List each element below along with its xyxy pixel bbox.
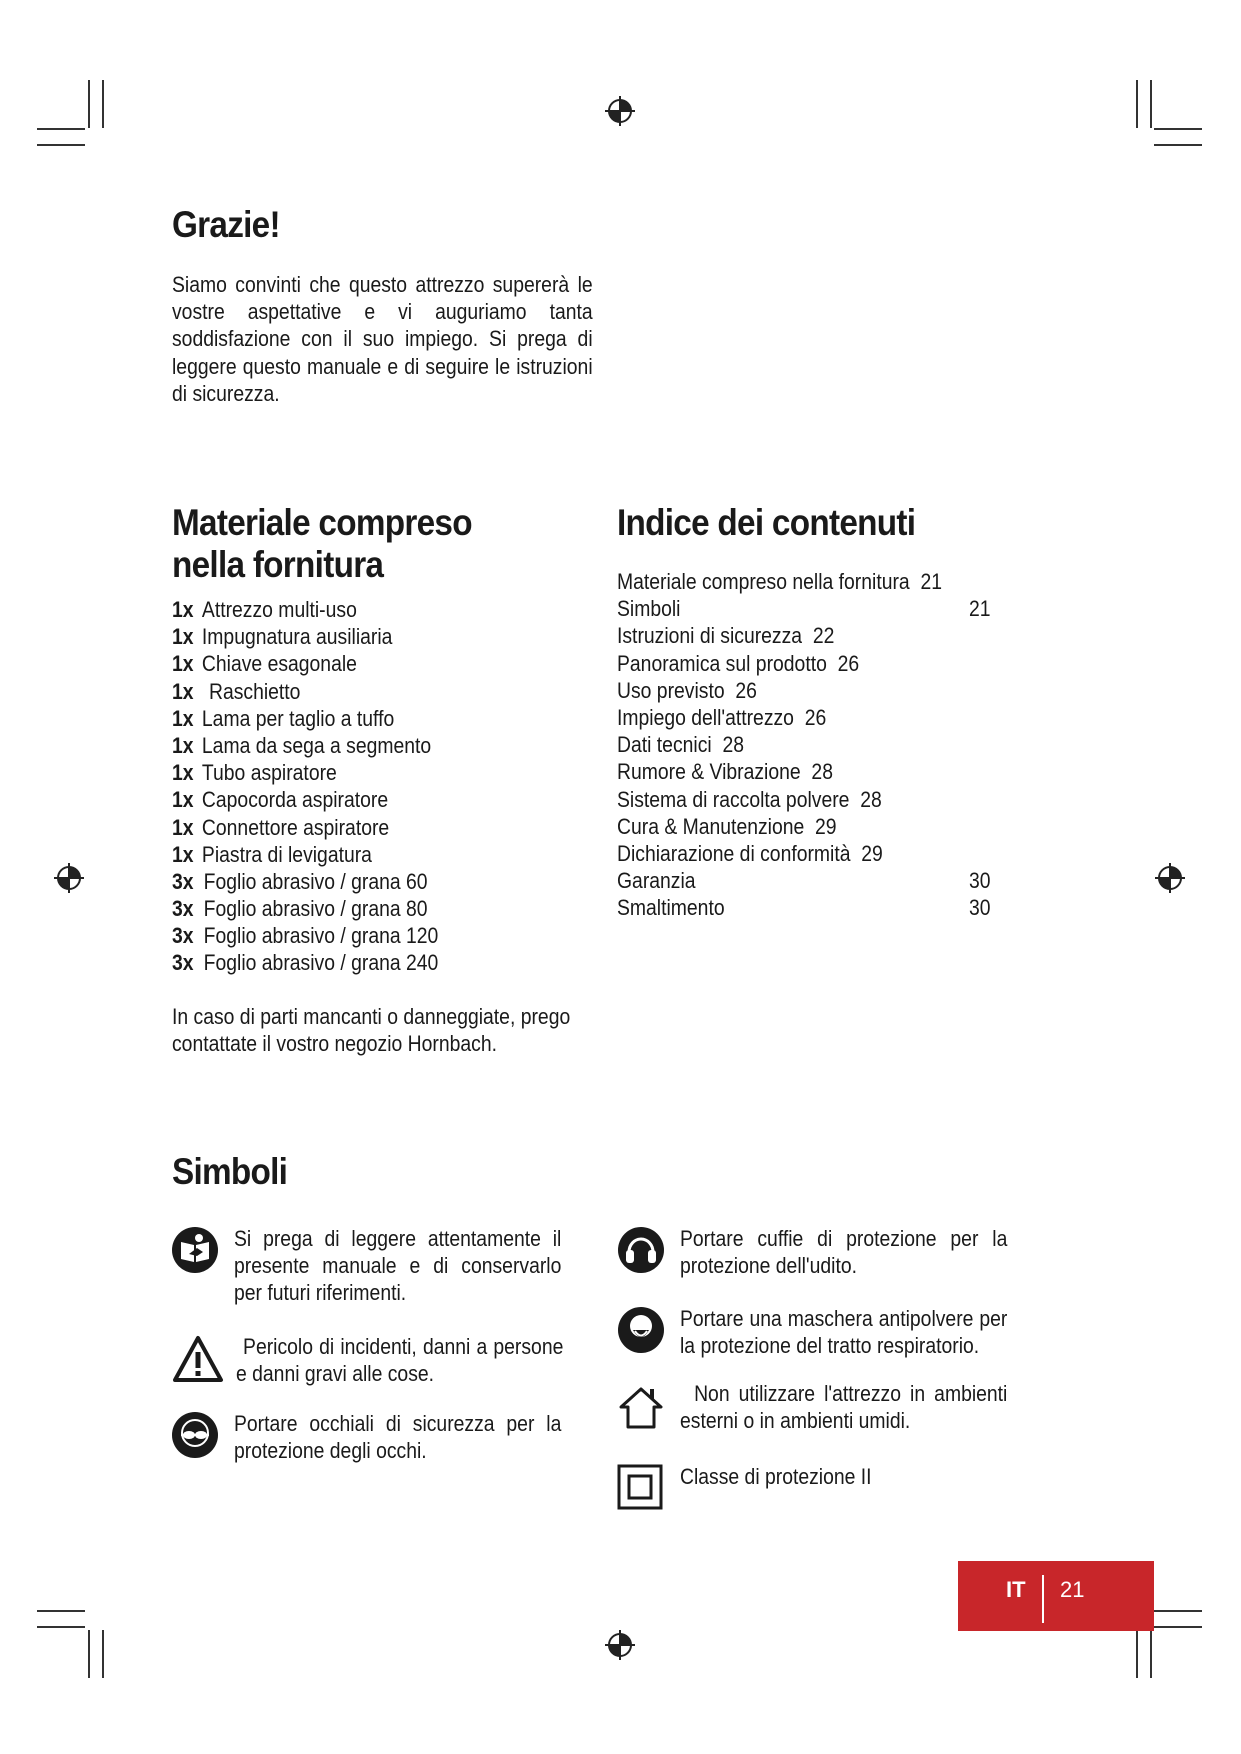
item-qty: 1x [172,814,194,840]
read-manual-icon [171,1226,219,1274]
materiale-list [172,596,438,977]
toc-entry[interactable] [617,840,942,867]
toc-page: 30 [969,895,991,921]
materiale-title-line2: nella fornitura [172,544,384,585]
list-item [172,650,438,677]
toc-label: Dichiarazione di conformità [617,840,851,866]
list-item [172,623,438,650]
symbol-text-read-manual: Si prega di leggere attentamente il presente manuale e di conservarlo per futuri riferimenti. [234,1226,562,1305]
item-name: Foglio abrasivo / grana 240 [203,950,439,976]
list-item [172,786,438,813]
item-qty: 1x [172,787,194,813]
toc-page: 28 [722,732,744,758]
toc-label: Uso previsto [617,677,725,703]
item-qty: 1x [172,760,194,786]
toc-label: Dati tecnici [617,732,712,758]
list-item [172,868,438,895]
item-qty: 1x [172,651,194,677]
toc-entry[interactable] [617,622,942,649]
toc-entry[interactable] [617,704,942,731]
indoor-use-only-icon [617,1383,665,1431]
item-name: Lama per taglio a tuffo [201,705,395,731]
item-name: Raschietto [208,678,301,704]
toc-entry[interactable] [617,894,991,921]
symbol-text-goggles: Portare occhiali di sicurezza per la protezione degli occhi. [234,1411,562,1463]
toc-label: Simboli [617,596,681,622]
item-name: Lama da sega a segmento [201,732,432,758]
list-item [172,596,438,623]
registration-mark-bottom [603,1628,637,1662]
toc-page: 28 [811,759,833,785]
toc-page: 26 [735,677,757,703]
grazie-text: Siamo convinti che questo attrezzo supererà le vostre aspettative e vi auguriamo tanta soddisfazione con il suo impiego. Si prega di leggere questo manuale e di seguire le istruzioni di sicurezza. [172,272,593,406]
symbol-text-dust-mask: Portare una maschera antipolvere per la protezione del tratto respiratorio. [680,1306,1008,1358]
toc-entry[interactable] [617,731,942,758]
list-item [172,922,438,949]
symbol-text-indoor-use: Non utilizzare l'attrezzo in ambienti esterni o in ambienti umidi. [680,1381,1008,1433]
item-qty: 1x [172,705,194,731]
materiale-note: In caso di parti mancanti o danneggiate, prego contattate il vostro negozio Hornbach. [172,1004,571,1057]
page-footer-tab [958,1561,1154,1631]
item-qty: 3x [172,868,194,894]
item-name: Attrezzo multi-uso [201,597,357,622]
toc-label: Garanzia [617,868,696,894]
toc-page: 29 [861,840,883,866]
footer-divider [1042,1575,1044,1623]
toc-entry[interactable] [617,786,942,813]
ear-protection-icon [617,1226,665,1274]
symbol-text-ear-protection: Portare cuffie di protezione per la protezione dell'udito. [680,1226,1008,1278]
toc-entry[interactable] [617,758,942,785]
item-qty: 1x [172,732,194,758]
toc-page: 21 [969,596,991,622]
materiale-title-line1: Materiale compreso [172,502,472,543]
list-item [172,759,438,786]
list-item [172,678,438,705]
list-item [172,814,438,841]
toc-page: 26 [804,704,827,730]
toc-entry[interactable] [617,867,991,894]
symbol-text-class-ii: Classe di protezione II [680,1464,872,1489]
item-name: Foglio abrasivo / grana 80 [203,896,428,922]
toc-label: Istruzioni di sicurezza [617,623,803,649]
registration-mark-left [52,861,86,895]
toc-entry[interactable] [617,595,991,622]
item-qty: 1x [172,678,194,704]
registration-mark-right [1153,861,1187,895]
toc-entry[interactable] [617,677,942,704]
symbol-text-warning: Pericolo di incidenti, danni a persone e danni gravi alle cose. [236,1334,564,1386]
footer-page-number: 21 [1060,1577,1085,1602]
item-qty: 3x [172,923,194,949]
item-qty: 1x [172,841,194,867]
toc-page: 28 [860,786,882,812]
materiale-title [172,502,472,586]
toc-entry[interactable] [617,650,942,677]
toc-label: Materiale compreso nella fornitura [617,569,910,594]
item-name: Connettore aspiratore [201,814,390,840]
list-item [172,705,438,732]
list-item [172,732,438,759]
dust-mask-icon [617,1306,665,1354]
toc-page: 21 [920,569,943,594]
toc-label: Panoramica sul prodotto [617,650,827,676]
simboli-title: Simboli [172,1151,288,1192]
indice-title: Indice dei contenuti [617,502,916,543]
toc-page: 30 [969,868,991,894]
toc-label: Smaltimento [617,895,725,921]
item-name: Chiave esagonale [201,651,357,677]
item-name: Capocorda aspiratore [201,787,389,813]
item-qty: 1x [172,624,194,650]
toc-label: Impiego dell'attrezzo [617,704,794,730]
registration-mark-top [603,94,637,128]
item-qty: 3x [172,896,194,922]
warning-triangle-icon [172,1335,224,1383]
toc-entry[interactable] [617,568,942,595]
toc-label: Rumore & Vibrazione [617,759,801,785]
footer-language: IT [1006,1577,1026,1602]
grazie-title: Grazie! [172,204,280,245]
list-item [172,949,438,976]
item-qty: 1x [172,597,194,622]
toc-label: Sistema di raccolta polvere [617,786,850,812]
item-name: Foglio abrasivo / grana 60 [203,868,428,894]
toc-page: 29 [815,813,837,839]
item-name: Tubo aspiratore [201,760,337,786]
protection-class-ii-icon [617,1464,663,1510]
item-name: Impugnatura ausiliaria [201,624,393,650]
toc-entry[interactable] [617,813,942,840]
item-name: Foglio abrasivo / grana 120 [203,923,439,949]
toc-list [617,568,991,921]
safety-goggles-icon [171,1411,219,1459]
item-name: Piastra di levigatura [201,841,372,867]
toc-page: 26 [837,650,860,676]
list-item [172,841,438,868]
item-qty: 3x [172,950,194,976]
toc-page: 22 [812,623,835,649]
list-item [172,895,438,922]
toc-label: Cura & Manutenzione [617,813,805,839]
